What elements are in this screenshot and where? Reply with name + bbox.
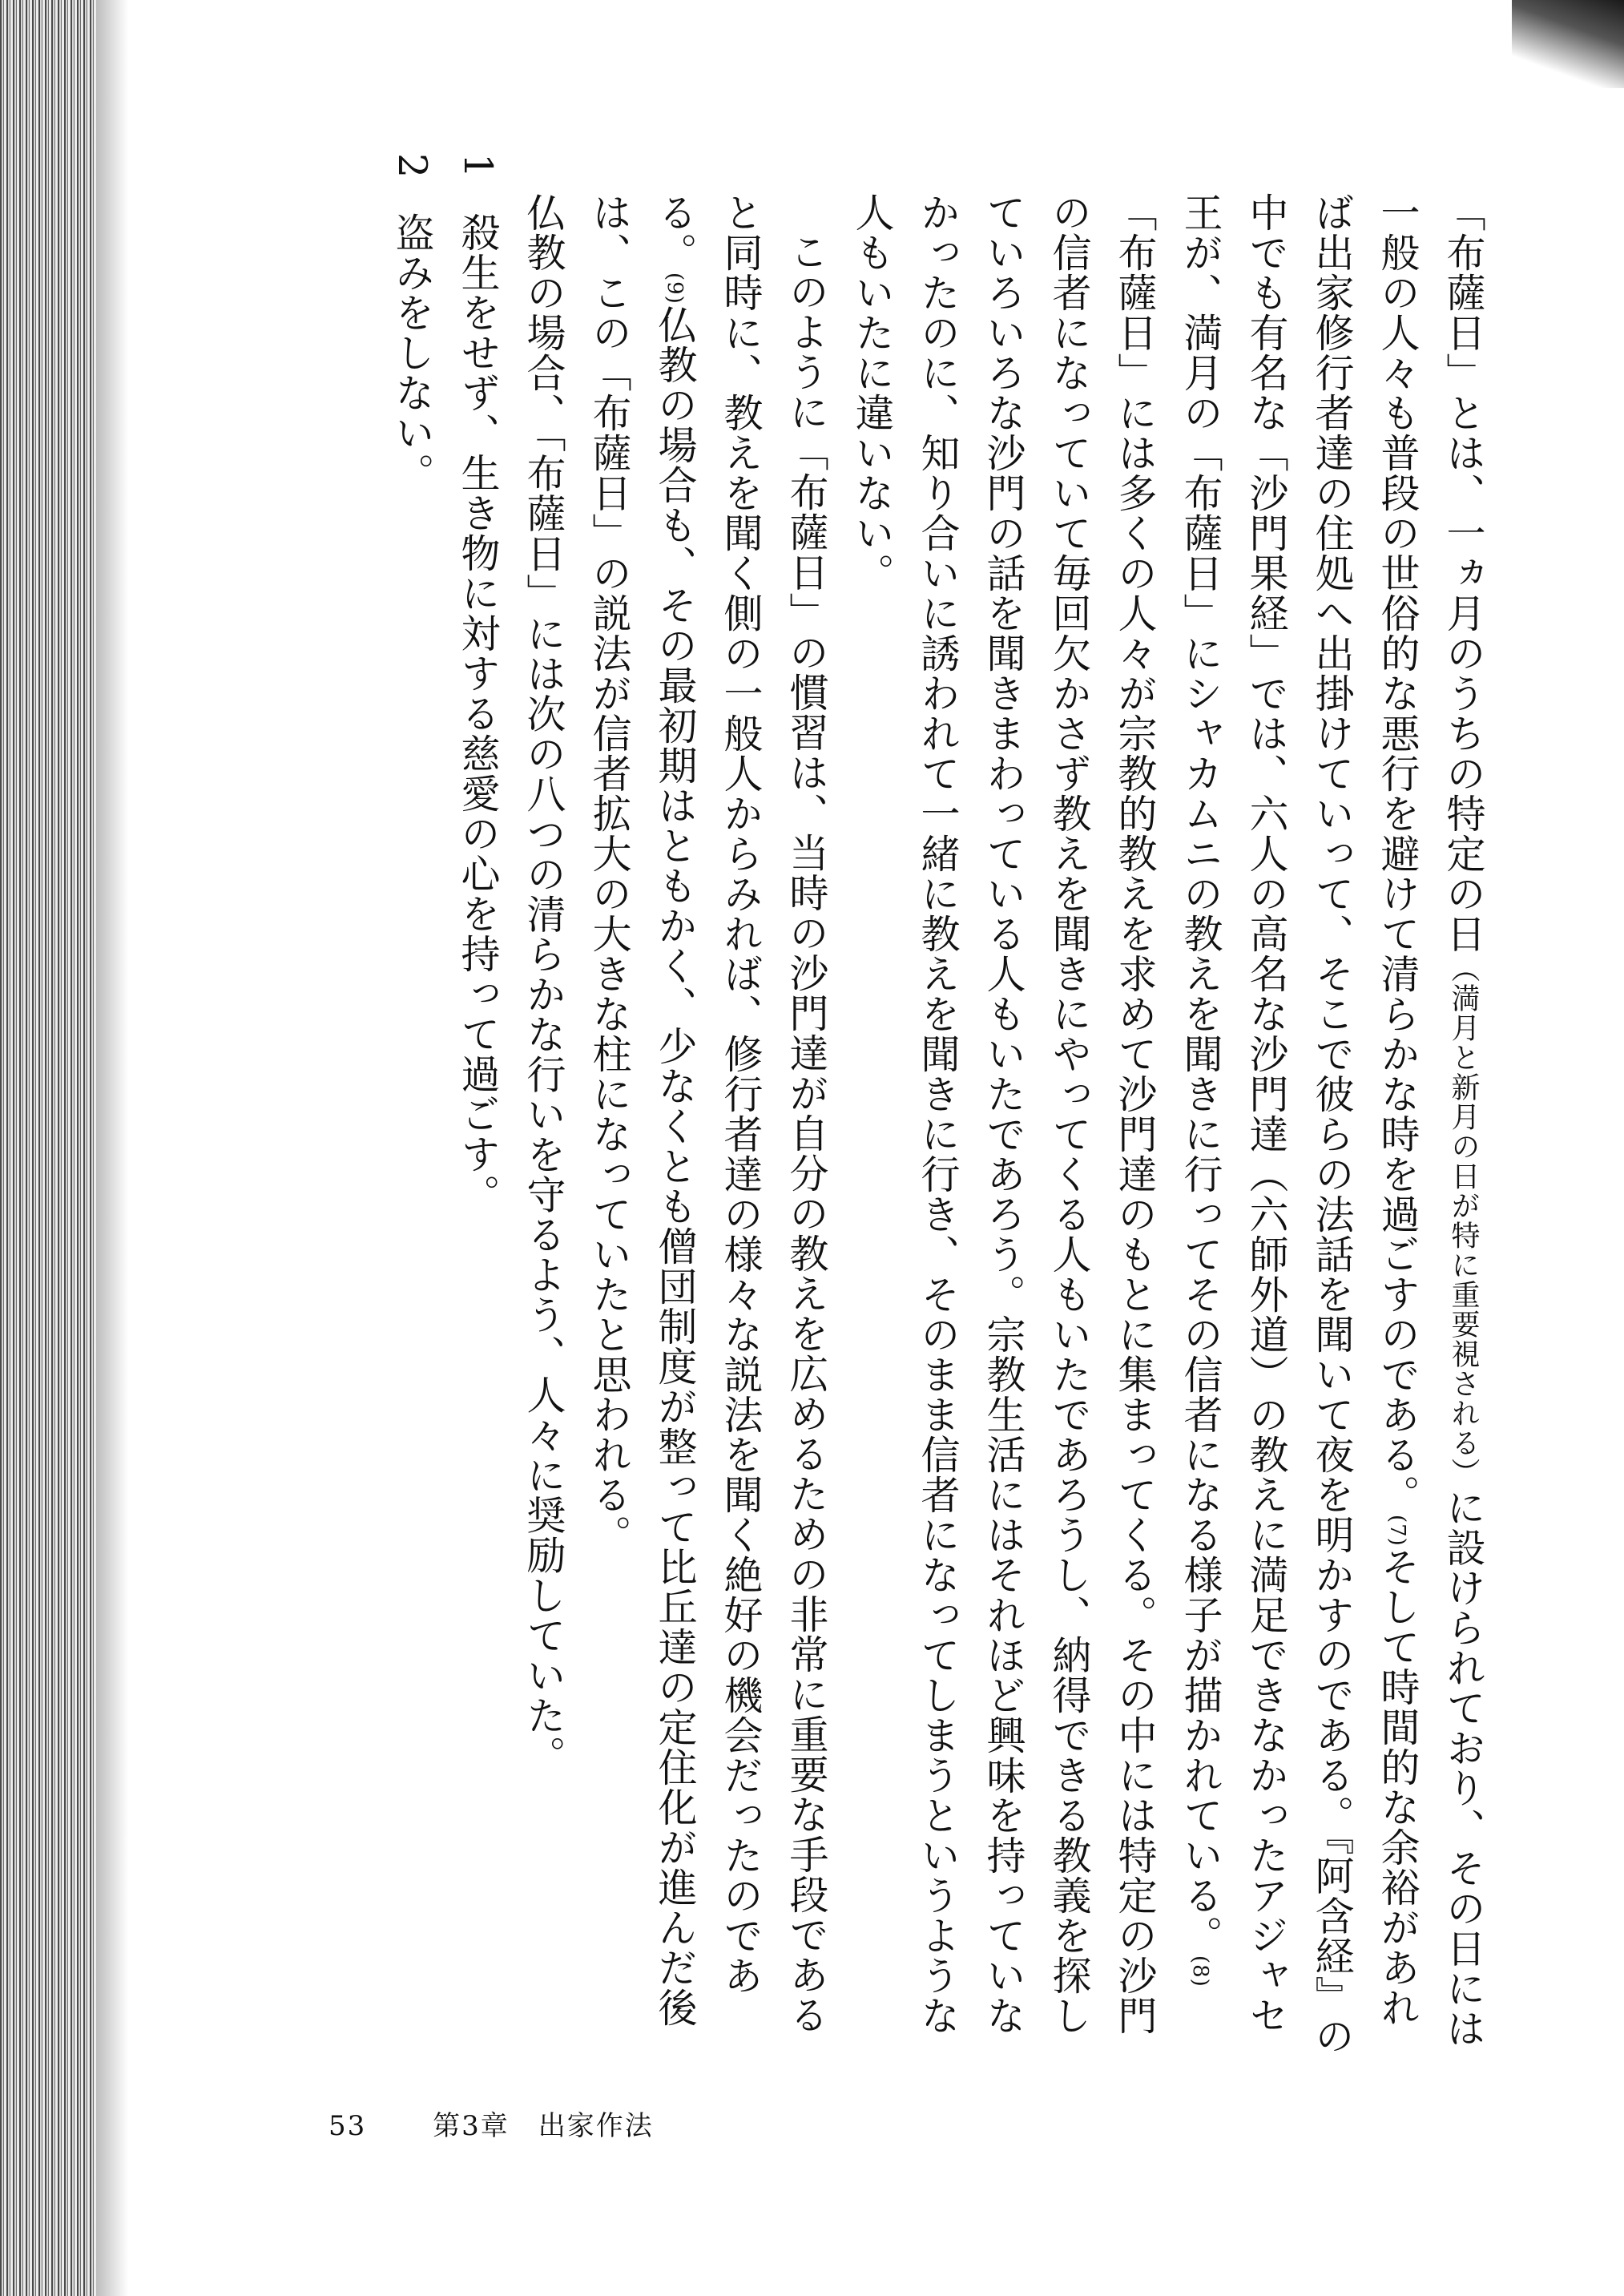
page-footer: [328, 2104, 654, 2143]
page-number: 53: [328, 2110, 367, 2142]
paragraph-2: 「布薩日」には多くの人々が宗教的教えを求めて沙門達のもとに集まってくる。その中には特定の沙門の信者になっていて毎回欠かさず教えを聞きにやってくる人もいたであろうし、納得できる教義を探していろいろな沙門の話を聞きまわっている人もいたであろう。宗教生活にはそれほど興味を持っていなかったのに、知り合いに誘われて一緒に教えを聞きに行き、そのまま信者になってしまうというような人もいたに違いない。: [849, 192, 1158, 2036]
scan-binding-shadow: [96, 0, 128, 2296]
paragraph-3-part-a: このように「布薩日」の慣習は、当時の沙門達が自分の教えを広めるための非常に重要な手段であると同時に、教えを聞く側の一般人からみれば、修行者達の様々な説法を聞く絶好の機会だったのである。: [652, 192, 829, 2035]
chapter-title: 第3章 出家作法: [433, 2110, 654, 2142]
list-item: 1殺生をせず、生き物に対する慈愛の心を持って過ごす。: [455, 153, 501, 1214]
paragraph-1-part-b: に設けられており、その日には一般の人々も普段の世俗的な悪行を避けて清らかな時を過ごすのである。: [1375, 192, 1486, 2048]
scan-corner-shadow: [1512, 0, 1624, 88]
vertical-text-block: [379, 153, 1496, 2060]
scan-binding-edge: [0, 0, 96, 2296]
list-item-text: 殺生をせず、生き物に対する慈愛の心を持って過ごす。: [455, 212, 501, 1214]
paragraph-1-part-c: そして時間的な余裕があれば出家修行者達の住処へ出掛けていって、そこで彼らの法話を聞いて夜を明かすのである。『阿含経』の中でも有名な「沙門果経」では、六人の高名な沙門達（六師外道）の教えに満足できなかったアジャセ王が、満月の「布薩日」にシャカムニの教えを聞きに行ってその信者になる様子が描かれている。: [1178, 192, 1420, 2056]
list-item: 2盗みをしない。: [389, 153, 435, 493]
paragraph-1: [1167, 192, 1496, 2060]
footnote-ref-9: (9): [663, 272, 687, 305]
list-item-text: 盗みをしない。: [389, 212, 435, 493]
paragraph-3: [576, 192, 839, 2060]
footnote-ref-7: (7): [1385, 1515, 1409, 1547]
paragraph-1-note: （満月と新月の日が特に重要視される）: [1447, 954, 1480, 1487]
footnote-ref-8: (8): [1188, 1955, 1212, 1987]
paragraph-3-part-b: 仏教の場合も、その最初期はともかく、少なくとも僧団制度が整って比丘達の定住化が進んだ後は、この「布薩日」の説法が信者拡大の大きな柱になっていたと思われる。: [586, 192, 698, 2028]
paragraph-4: 仏教の場合、「布薩日」には次の八つの清らかな行いを守るよう、人々に奨励していた。: [521, 192, 566, 1776]
paragraph-1-part-a: 「布薩日」とは、一ヵ月のうちの特定の日: [1441, 192, 1486, 954]
